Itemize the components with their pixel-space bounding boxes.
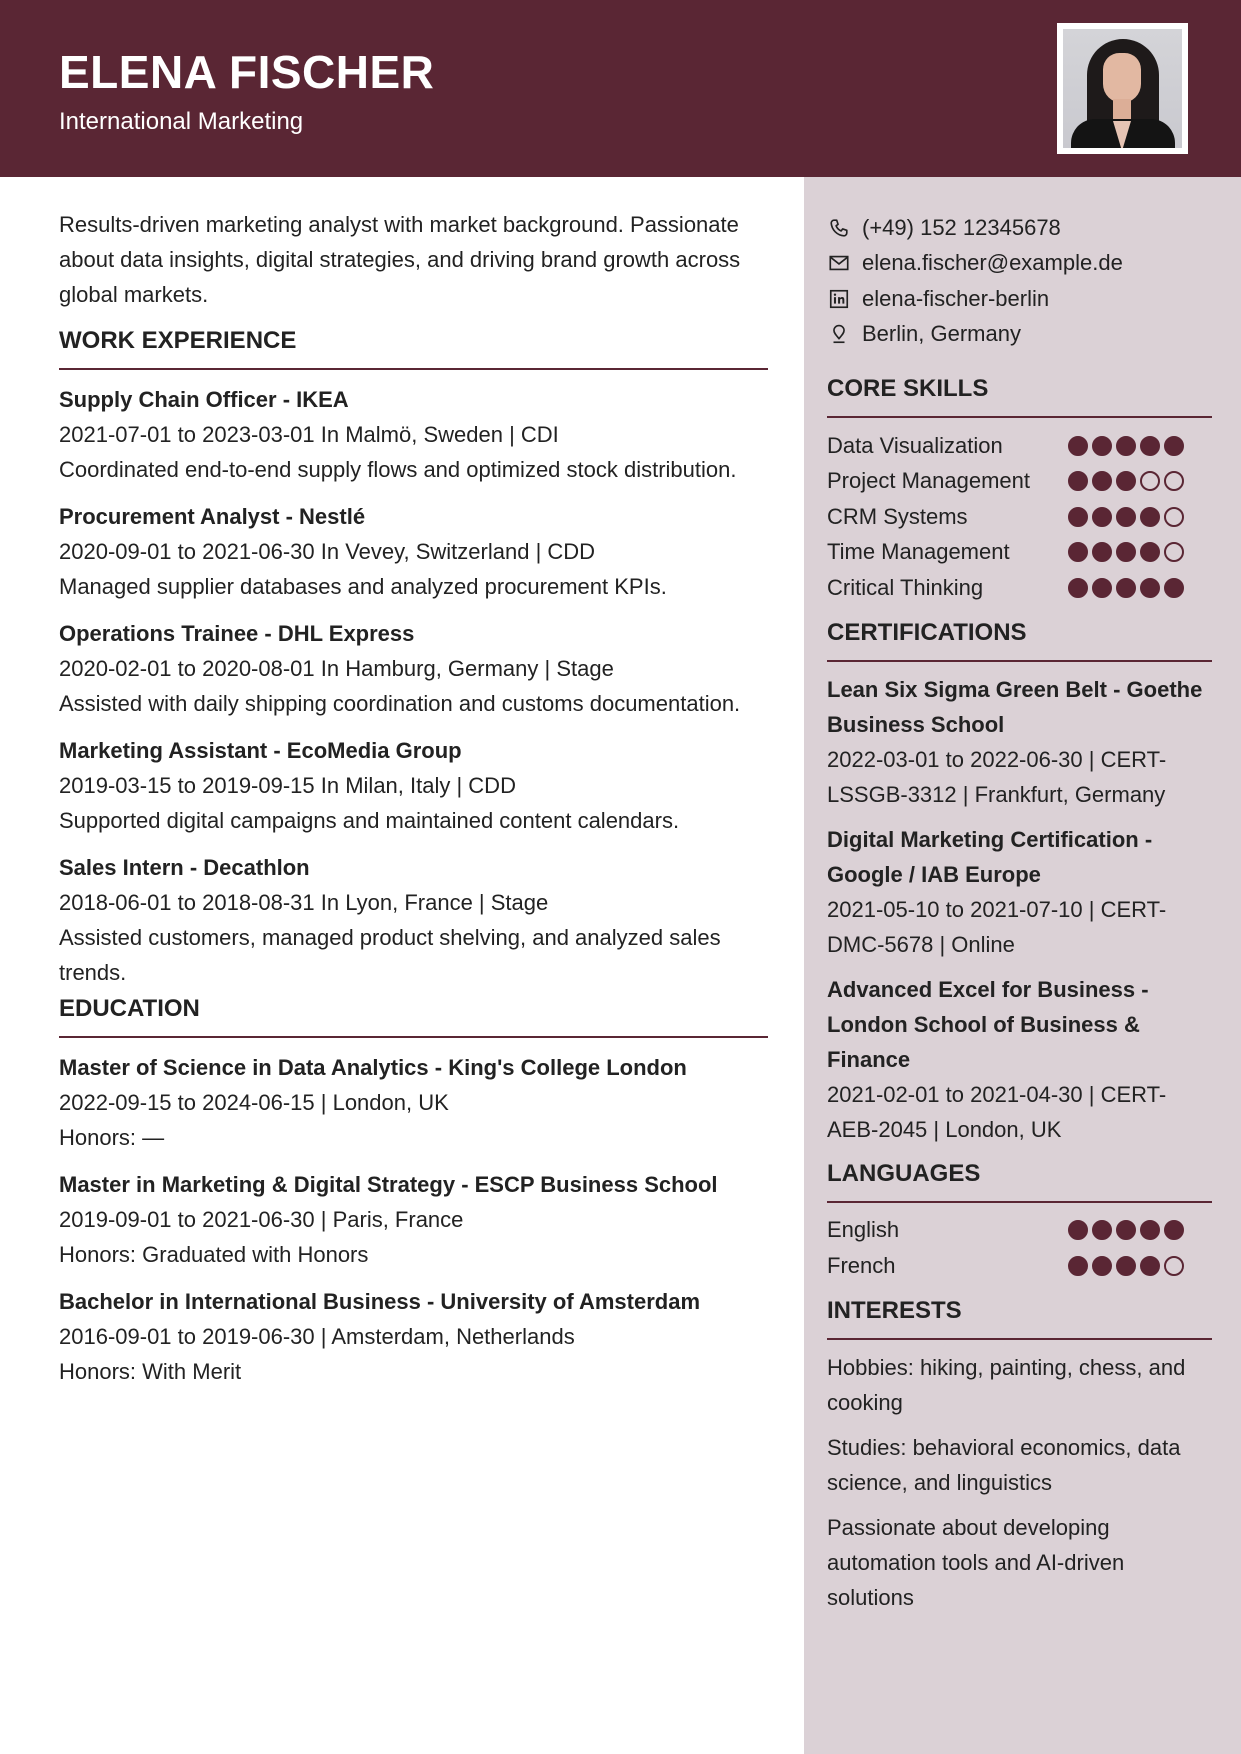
candidate-name: ELENA FISCHER <box>59 46 435 98</box>
work-title: Sales Intern - Decathlon <box>59 855 310 880</box>
education-meta: 2019-09-01 to 2021-06-30 | Paris, France <box>59 1207 464 1232</box>
filled-dot-icon <box>1092 471 1112 491</box>
language-row-label: English <box>827 1217 900 1243</box>
section-title-interests: INTERESTS <box>827 1296 962 1324</box>
empty-dot-icon <box>1164 542 1184 562</box>
filled-dot-icon <box>1116 578 1136 598</box>
work-meta: 2019-03-15 to 2019-09-15 In Milan, Italy | CDD <box>59 773 516 798</box>
work-meta: 2021-07-01 to 2023-03-01 In Malmö, Sweden | CDI <box>59 422 559 447</box>
certification-entry <box>827 672 1212 812</box>
rating-dots <box>1068 1220 1184 1240</box>
filled-dot-icon <box>1116 1220 1136 1240</box>
interest-item: Studies: behavioral economics, data science, and linguistics <box>827 1434 1181 1495</box>
filled-dot-icon <box>1068 1220 1088 1240</box>
education-entry <box>59 1167 768 1272</box>
filled-dot-icon <box>1092 1220 1112 1240</box>
education-honors: Honors: With Merit <box>59 1359 242 1384</box>
section-divider <box>827 1338 1212 1340</box>
filled-dot-icon <box>1068 471 1088 491</box>
education-entry <box>59 1284 768 1389</box>
candidate-title: International Marketing <box>59 108 304 135</box>
filled-dot-icon <box>1164 1220 1184 1240</box>
contact-phone[interactable] <box>827 210 1212 246</box>
filled-dot-icon <box>1068 1256 1088 1276</box>
work-description: Supported digital campaigns and maintained content calendars. <box>59 808 680 833</box>
education-meta: 2022-09-15 to 2024-06-15 | London, UK <box>59 1090 449 1115</box>
languages-list <box>827 1213 1212 1284</box>
filled-dot-icon <box>1068 436 1088 456</box>
certification-entry <box>827 972 1212 1147</box>
work-description: Managed supplier databases and analyzed procurement KPIs. <box>59 574 667 599</box>
linkedin-icon <box>827 287 851 311</box>
work-description: Assisted with daily shipping coordination and customs documentation. <box>59 691 741 716</box>
education-meta: 2016-09-01 to 2019-06-30 | Amsterdam, Netherlands <box>59 1324 575 1349</box>
work-entry <box>59 616 768 721</box>
education-entry <box>59 1050 768 1155</box>
rating-dots <box>1068 471 1184 491</box>
degree-title: Master in Marketing & Digital Strategy - ESCP Business School <box>59 1172 718 1197</box>
main-column <box>59 207 768 1401</box>
work-entry <box>59 499 768 604</box>
empty-dot-icon <box>1164 1256 1184 1276</box>
language-row <box>827 1213 1212 1249</box>
work-entry <box>59 850 768 990</box>
filled-dot-icon <box>1092 436 1112 456</box>
work-title: Operations Trainee - DHL Express <box>59 621 415 646</box>
filled-dot-icon <box>1140 1256 1160 1276</box>
rating-dots <box>1068 542 1184 562</box>
skill-row-label: Critical Thinking <box>827 574 984 600</box>
profile-photo-frame <box>1057 23 1188 154</box>
skill-row <box>827 535 1212 571</box>
profile-summary: Results-driven marketing analyst with market background. Passionate about data insights, digital strategies, and driving brand growth across global markets. <box>59 212 741 307</box>
work-title: Marketing Assistant - EcoMedia Group <box>59 738 462 763</box>
filled-dot-icon <box>1068 578 1088 598</box>
work-meta: 2018-06-01 to 2018-08-31 In Lyon, France | Stage <box>59 890 549 915</box>
empty-dot-icon <box>1164 471 1184 491</box>
education-honors: Honors: Graduated with Honors <box>59 1242 369 1267</box>
interest-item: Hobbies: hiking, painting, chess, and cooking <box>827 1354 1186 1415</box>
sidebar-column <box>827 210 1212 1625</box>
language-row-label: French <box>827 1252 896 1278</box>
section-divider <box>827 416 1212 418</box>
section-title-skills: CORE SKILLS <box>827 375 989 402</box>
filled-dot-icon <box>1116 436 1136 456</box>
filled-dot-icon <box>1068 542 1088 562</box>
filled-dot-icon <box>1164 436 1184 456</box>
filled-dot-icon <box>1092 542 1112 562</box>
resume-header <box>0 0 1241 177</box>
filled-dot-icon <box>1116 507 1136 527</box>
rating-dots <box>1068 507 1184 527</box>
filled-dot-icon <box>1068 507 1088 527</box>
certification-title: Digital Marketing Certification - Google / IAB Europe <box>827 826 1153 887</box>
filled-dot-icon <box>1092 578 1112 598</box>
skill-row <box>827 499 1212 535</box>
filled-dot-icon <box>1140 1220 1160 1240</box>
contact-email[interactable] <box>827 246 1212 282</box>
work-meta: 2020-09-01 to 2021-06-30 In Vevey, Switzerland | CDD <box>59 539 596 564</box>
section-divider <box>59 1036 768 1038</box>
certification-meta: 2021-05-10 to 2021-07-10 | CERT-DMC-5678 | Online <box>827 896 1167 957</box>
rating-dots <box>1068 436 1184 456</box>
section-divider <box>827 1201 1212 1203</box>
rating-dots <box>1068 578 1184 598</box>
work-description: Assisted customers, managed product shelving, and analyzed sales trends. <box>59 925 721 985</box>
filled-dot-icon <box>1116 1256 1136 1276</box>
degree-title: Bachelor in International Business - University of Amsterdam <box>59 1289 701 1314</box>
phone-icon <box>827 216 851 240</box>
photo-face-shape <box>1103 53 1141 103</box>
certification-title: Lean Six Sigma Green Belt - Goethe Business School <box>827 676 1203 737</box>
skill-row-label: Project Management <box>827 468 1030 494</box>
mail-icon <box>827 251 851 275</box>
filled-dot-icon <box>1116 471 1136 491</box>
skills-list <box>827 428 1212 606</box>
filled-dot-icon <box>1116 542 1136 562</box>
work-entry <box>59 733 768 838</box>
section-title-education: EDUCATION <box>59 995 200 1022</box>
section-title-work: WORK EXPERIENCE <box>59 327 297 354</box>
language-row <box>827 1248 1212 1284</box>
profile-photo <box>1063 29 1182 148</box>
work-title: Supply Chain Officer - IKEA <box>59 387 349 412</box>
filled-dot-icon <box>1140 507 1160 527</box>
filled-dot-icon <box>1140 542 1160 562</box>
filled-dot-icon <box>1092 507 1112 527</box>
contact-linkedin[interactable] <box>827 281 1212 317</box>
empty-dot-icon <box>1164 507 1184 527</box>
section-divider <box>59 368 768 370</box>
filled-dot-icon <box>1092 1256 1112 1276</box>
filled-dot-icon <box>1164 578 1184 598</box>
skill-row-label: Time Management <box>827 539 1010 565</box>
work-title: Procurement Analyst - Nestlé <box>59 504 366 529</box>
empty-dot-icon <box>1140 471 1160 491</box>
section-divider <box>827 660 1212 662</box>
certification-meta: 2022-03-01 to 2022-06-30 | CERT-LSSGB-3312 | Frankfurt, Germany <box>827 746 1167 807</box>
skill-row <box>827 570 1212 606</box>
skill-row <box>827 464 1212 500</box>
rating-dots <box>1068 1256 1184 1276</box>
skill-row-label: CRM Systems <box>827 503 968 529</box>
contact-location <box>827 317 1212 353</box>
section-title-certifications: CERTIFICATIONS <box>827 618 1027 646</box>
certification-title: Advanced Excel for Business - London School of Business & Finance <box>827 976 1149 1072</box>
work-meta: 2020-02-01 to 2020-08-01 In Hamburg, Germany | Stage <box>59 656 614 681</box>
email-text: elena.fischer@example.de <box>862 250 1123 276</box>
phone-text: (+49) 152 12345678 <box>862 214 1061 240</box>
work-description: Coordinated end-to-end supply flows and optimized stock distribution. <box>59 457 737 482</box>
section-title-languages: LANGUAGES <box>827 1159 981 1187</box>
filled-dot-icon <box>1140 436 1160 456</box>
location-pin-icon <box>827 322 851 346</box>
linkedin-text: elena-fischer-berlin <box>862 285 1050 311</box>
certification-meta: 2021-02-01 to 2021-04-30 | CERT-AEB-2045 | London, UK <box>827 1081 1167 1142</box>
education-honors: Honors: — <box>59 1125 165 1150</box>
skill-row-label: Data Visualization <box>827 432 1003 458</box>
skill-row <box>827 428 1212 464</box>
location-text: Berlin, Germany <box>862 321 1021 347</box>
work-entry <box>59 382 768 487</box>
filled-dot-icon <box>1140 578 1160 598</box>
certification-entry <box>827 822 1212 962</box>
interest-item: Passionate about developing automation tools and AI-driven solutions <box>827 1514 1125 1610</box>
degree-title: Master of Science in Data Analytics - King's College London <box>59 1055 687 1080</box>
